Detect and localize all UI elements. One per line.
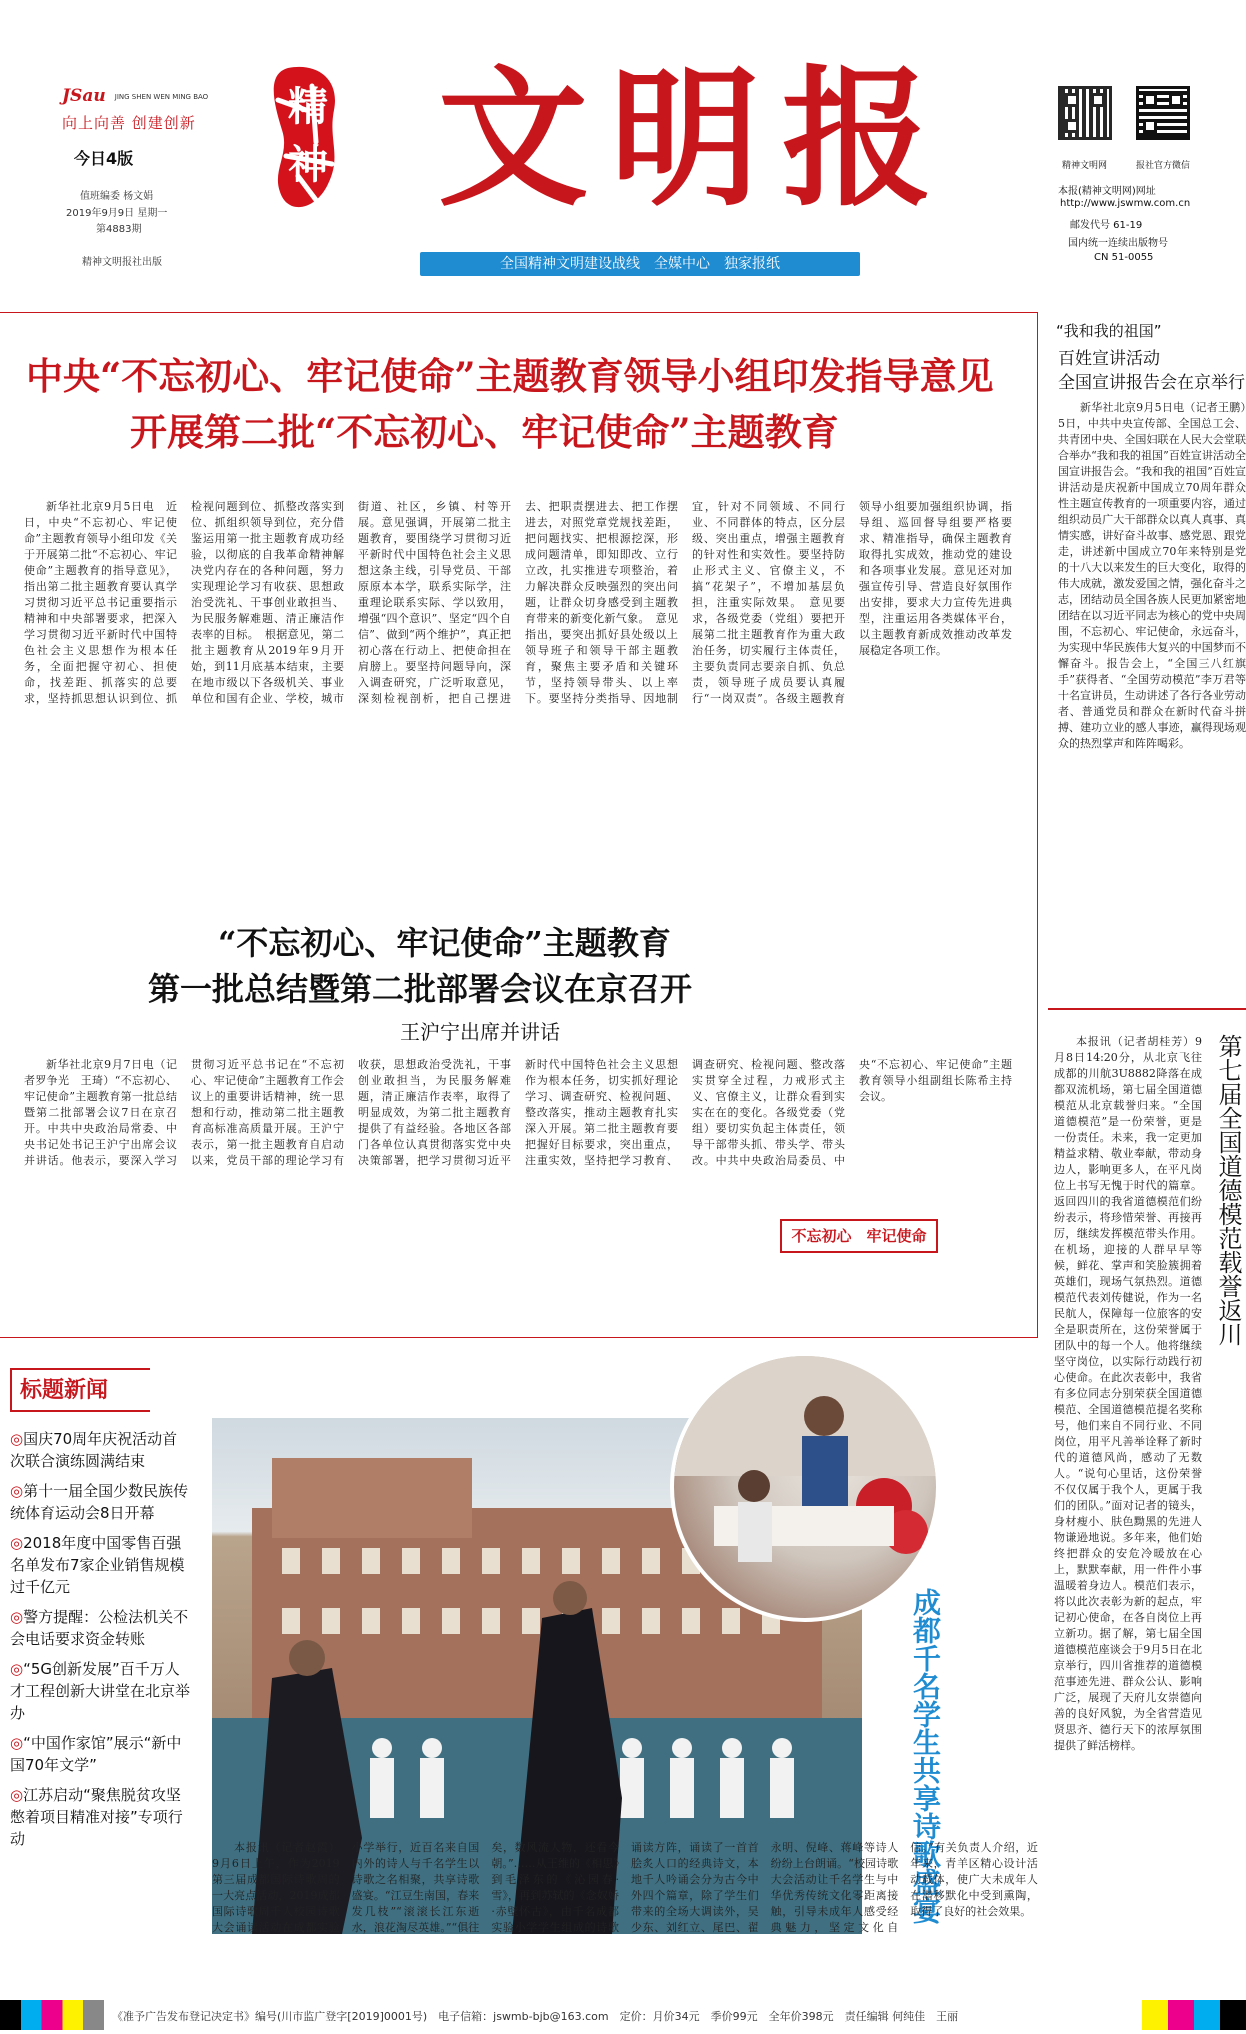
lead-headline-1: 中央“不忘初心、牢记使命”主题教育领导小组印发指导意见 xyxy=(26,354,994,398)
brief-item[interactable]: ◎江苏启动“聚焦脱贫攻坚憋着项目精准对接”专项行动 xyxy=(10,1786,183,1848)
photo-article-body: 本报讯（记者赵霞）9月6日上午，作为2019第三届成都国际诗歌周的一大亮点活动，2019成都国际诗歌周千人校园诗歌大会诵读活动在成都实验小学举行，近百名来自国内外的诗人与千名学生以诗歌之名相聚，共享诗歌盛宴。“江豆生南国，春来发几枝”“滚滚长江东逝水，浪花淘尽英雄。”“俱往矣，数风流人物，还看今朝。”……从王维的《相思》到毛泽东的《沁园春·雪》，再到苏轼的《念奴娇·赤壁怀古》，由千名成都实验小学学生组成的诗歌诵读方阵，诵读了一首首脍炙人口的经典诗文，本地千人吟诵会分为古今中外四个篇章，除了学生们带来的全场大调读外，吴少东、刘红立、尾巴、翟永明、倪峰、蒋峰等诗人纷纷上台朗诵。“校园诗歌大会活动让千名学生与中华优秀传统文化零距离接触，引导未成年人感受经典魅力，坚定文化自信。”有关负责人介绍，近年来，青羊区精心设计活动载体，使广大未成年人在潜移默化中受到熏陶，取得了良好的社会效果。 xyxy=(212,1841,1038,1934)
editor-label: 值班编委 杨文娟 xyxy=(80,191,154,202)
issue-code: 邮发代号 61-19 xyxy=(1070,220,1143,231)
moral-models-story xyxy=(1048,1034,1246,1984)
lead-body: 新华社北京9月5日电 近日，中央“不忘初心、牢记使命”主题教育领导小组印发《关于开展第二批“不忘初心、牢记使命”主题教育的指导意见》，指出第二批主题教育要认真学习贯彻习近平总书记重要指示精神和中央部署要求，把深入学习贯彻习近平新时代中国特色社会主义思想作为根本任务，全面把握守初心、担使命，找差距、抓落实的总要求，坚持抓思想认识到位、抓检视问题到位、抓整改落实到位、抓组织领导到位，充分借鉴运用第一批主题教育成功经验，以彻底的自我革命精神解决党内存在的各种问题，努力实现理论学习有收获、思想政治受洗礼、干事创业敢担当、为民服务解难题、清正廉洁作表率的目标。 根据意见，第二批主题教育从2019年9月开始，到11月底基本结束，主要在地市级以下各级机关、事业单位和国有企业、学校，城市街道、社区，乡镇、村等开展。意见强调，开展第二批主题教育，要围绕学习贯彻习近平新时代中国特色社会主义思想这条主线，引导党员、干部原原本本学，联系实际学，注重理论联系实际、学以致用，增强“四个意识”、坚定“四个自信”、做到“两个维护”，真正把初心落在行动上、把使命担在肩膀上。要坚持问题导向，深入调查研究，广泛听取意见，深刻检视剖析，把自己摆进去、把职责摆进去、把工作摆进去，对照党章党规找差距，把问题找实、把根源挖深，形成问题清单，即知即改、立行立改，扎实推进专项整治，着力解决群众反映强烈的突出问题，让群众切身感受到主题教育带来的新变化新气象。 意见指出，要突出抓好县处级以上领导班子和领导干部主题教育，聚焦主要矛盾和关键环节，坚持领导带头、以上率下。要坚持分类指导、因地制宜，针对不同领域、不同行业、不同群体的特点，区分层级、突出重点，增强主题教育的针对性和实效性。要坚持防止形式主义、官僚主义，不搞“花架子”，不增加基层负担，注重实际效果。 意见要求，各级党委（党组）要把开展第二批主题教育作为重大政治任务，切实履行主体责任，主要负责同志要亲自抓、负总责，领导班子成员要认真履行“一岗双责”。各级主题教育领导小组要加强组织协调，指导组、巡回督导组要严格要求、精准指导，确保主题教育取得扎实成效，推动党的建设和各项事业发展。意见还对加强宣传引导、营造良好氛围作出安排，要求大力宣传先进典型，注重运用各类媒体平台，以主题教育新成效推动改革发展稳定各项工作。 xyxy=(24,500,1012,705)
qr-code-site[interactable] xyxy=(1058,86,1112,140)
tagline: 全国精神文明建设战线 全媒中心 独家报纸 xyxy=(500,256,780,272)
circle-icon: ◎ xyxy=(10,1534,24,1552)
circle-icon: ◎ xyxy=(10,1608,24,1626)
topic-tag xyxy=(780,1219,938,1253)
qr1-label: 精神文明网 xyxy=(1062,161,1108,171)
lead-article xyxy=(0,312,1038,1338)
circle-icon: ◎ xyxy=(10,1734,24,1752)
qr2-label: 报社官方微信 xyxy=(1136,161,1191,171)
second-headline-1: “不忘初心、牢记使命”主题教育 xyxy=(218,924,671,962)
title-brush-text: 精神 xyxy=(288,83,328,188)
footer-bar xyxy=(0,2000,1246,2034)
sidebar-title-2: 全国宣讲报告会在京举行 xyxy=(1058,373,1245,393)
brief-item[interactable]: ◎“5G创新发展”百千万人才工程创新大讲堂在北京举办 xyxy=(10,1660,191,1722)
serial-label: 国内统一连续出版物号 xyxy=(1068,238,1168,249)
brief-item[interactable]: ◎第十一届全国少数民族传统体育运动会8日开幕 xyxy=(10,1482,189,1522)
slogan: 向上向善 创建创新 xyxy=(62,114,196,132)
briefs-list xyxy=(10,1428,190,1858)
sidebar-kicker: “我和我的祖国” xyxy=(1056,322,1162,340)
title-main: 文明报 xyxy=(438,51,955,227)
brief-item[interactable]: ◎警方提醒：公检法机关不会电话要求资金转账 xyxy=(10,1608,189,1648)
brief-item[interactable]: ◎国庆70周年庆祝活动首次联合演练圆满结束 xyxy=(10,1430,178,1470)
inset-photo xyxy=(670,1352,940,1622)
sidebar-story xyxy=(1048,312,1246,1000)
site-label: 本报(精神文明网)网址 xyxy=(1058,186,1156,197)
site-url[interactable]: http://www.jswmw.com.cn xyxy=(1060,198,1191,209)
circle-icon: ◎ xyxy=(10,1786,24,1804)
photo-caption: 成都千名学生共享诗歌盛宴 xyxy=(909,1588,942,1924)
paper-logo xyxy=(62,86,222,108)
footer-text: 《准予广告发布登记决定书》编号(川市监广登字[2019]0001号) 电子信箱：jswmb-bjb@163.com 定价：月价34元 季价99元 全年价398元 责任编辑 何纯佳 王丽 xyxy=(112,2010,959,2023)
second-headline-2: 第一批总结暨第二批部署会议在京召开 xyxy=(148,970,693,1008)
classroom-scene-image xyxy=(674,1356,940,1622)
issue-number: 第4883期 xyxy=(96,224,142,235)
circle-icon: ◎ xyxy=(10,1430,24,1448)
headline-briefs xyxy=(0,1368,200,1984)
logo-code: JSau xyxy=(62,86,106,106)
tagline-bar xyxy=(420,252,860,276)
second-body: 新华社北京9月7日电（记者罗争光 王琦）“不忘初心、牢记使命”主题教育第一批总结暨第二批部署会议7日在京召开。中共中央政治局常委、中央书记处书记王沪宁出席会议并讲话。他表示，要深入学习贯彻习近平总书记在“不忘初心、牢记使命”主题教育工作会议上的重要讲话精神，统一思想和行动，推动第二批主题教育高标准高质量开展。王沪宁表示，第一批主题教育自启动以来，党员干部的理论学习有收获，思想政治受洗礼，干事创业敢担当，为民服务解难题，清正廉洁作表率，取得了明显成效，为第二批主题教育提供了有益经验。各地区各部门各单位认真贯彻落实党中央决策部署，把学习贯彻习近平新时代中国特色社会主义思想作为根本任务，切实抓好理论学习、调查研究、检视问题、整改落实，推动主题教育扎实深入开展。第二批主题教育要把握好目标要求，突出重点，注重实效，坚持把学习教育、调查研究、检视问题、整改落实贯穿全过程，力戒形式主义、官僚主义，让群众看到实实在在的变化。各级党委（党组）要切实负起主体责任，领导干部带头抓、带头学、带头改。中共中央政治局委员、中央“不忘初心、牢记使命”主题教育领导小组副组长陈希主持会议。 xyxy=(24,1058,1012,1167)
qr-code-wechat[interactable] xyxy=(1136,86,1190,140)
sidebar-body: 新华社北京9月5日电（记者王鹏）5日，中共中央宣传部、全国总工会、共青团中央、全国妇联在人民大会堂联合举办“我和我的祖国”百姓宣讲活动全国宣讲报告会。“我和我的祖国”百姓宣讲活动是庆祝新中国成立70周年群众性主题宣传教育的一项重要内容，通过组织动员广大干部群众以真人真事、真情实感，讲好奋斗故事、感党恩、跟党走，讲述新中国成立70年来特别是党的十八大以来发生的巨大变化，取得的伟大成就，激发爱国之情，强化奋斗之志，团结动员全国各族人民更加紧密地团结在以习近平同志为核心的党中央周围，不忘初心、牢记使命，永远奋斗，为实现中华民族伟大复兴的中国梦而不懈奋斗。报告会上，“全国三八红旗手”获得者、“全国劳动模范”李万君等十名宣讲员，生动讲述了各行各业劳动者、普通党员和群众在新时代奋斗拼搏、建功立业的感人事迹，赢得现场观众的热烈掌声和阵阵喝彩。 xyxy=(1058,401,1246,750)
circle-icon: ◎ xyxy=(10,1482,24,1500)
cn-number: CN 51-0055 xyxy=(1094,252,1154,263)
brief-item[interactable]: ◎2018年度中国零售百强名单发布7家企业销售规模过千亿元 xyxy=(10,1534,185,1596)
date-line: 2019年9月9日 星期一 xyxy=(66,208,168,219)
second-subhead: 王沪宁出席并讲话 xyxy=(400,1020,560,1044)
moral-vertical-title: 第七届全国道德模范载誉返川 xyxy=(1214,1034,1242,1346)
sidebar-divider xyxy=(1048,1008,1246,1010)
circle-icon: ◎ xyxy=(10,1660,24,1678)
topic-tag-text: 不忘初心 牢记使命 xyxy=(791,1227,927,1245)
logo-pinyin: JING SHEN WEN MING BAO xyxy=(114,92,209,101)
today-pages: 今日4版 xyxy=(74,149,134,168)
brief-item[interactable]: ◎“中国作家馆”展示“新中国70年文学” xyxy=(10,1734,182,1774)
publisher: 精神文明报社出版 xyxy=(82,257,162,268)
lead-headline-2: 开展第二批“不忘初心、牢记使命”主题教育 xyxy=(130,410,839,454)
sidebar-title-1: 百姓宣讲活动 xyxy=(1058,349,1160,369)
moral-body: 本报讯（记者胡桂芳）9月8日14:20分，从北京飞往成都的川航3U8882降落在成都双流机场，第七届全国道德模范从北京载誉归来。“全国道德模范”是一份荣誉，更是一份责任。未来，我一定更加精益求精、敬业奉献，带动身边人，影响更多人，在平凡岗位上书写无愧于时代的篇章。返回四川的我省道德模范们纷纷表示，将珍惜荣誉、再接再厉，继续发挥模范带头作用。在机场，迎接的人群早早等候，鲜花、掌声和笑脸簇拥着英雄们，现场气氛热烈。道德模范代表刘传健说，作为一名民航人，保障每一位旅客的安全是职责所在，这份荣誉属于团队中的每一个人。他将继续坚守岗位，以实际行动践行初心使命。在此次表彰中，我省有多位同志分别荣获全国道德模范、全国道德模范提名奖称号，他们来自不同行业、不同岗位，用平凡善举诠释了新时代的道德风尚，感动了无数人。“说句心里话，这份荣誉不仅仅属于我个人，更属于我们的团队。”面对记者的镜头，身材瘦小、肤色黝黑的先进人物谦逊地说。多年来，他们始终把群众的安危冷暖放在心上，默默奉献，用一件件小事温暖着身边人。模范们表示，将以此次表彰为新的起点，牢记初心使命，在各自岗位上再立新功。据了解，第七届全国道德模范座谈会于9月5日在北京举行，四川省推荐的道德模范事迹先进、群众公认、影响广泛，展现了天府儿女崇德向善的良好风貌，为全省营造见贤思齐、德行天下的浓厚氛围提供了鲜活榜样。 xyxy=(1054,1035,1202,1752)
color-registration-bar xyxy=(0,2000,104,2030)
briefs-title: 标题新闻 xyxy=(20,1377,109,1403)
briefs-title-box xyxy=(10,1368,150,1412)
masthead xyxy=(0,0,1246,300)
color-registration-bar-right xyxy=(1142,2000,1246,2030)
